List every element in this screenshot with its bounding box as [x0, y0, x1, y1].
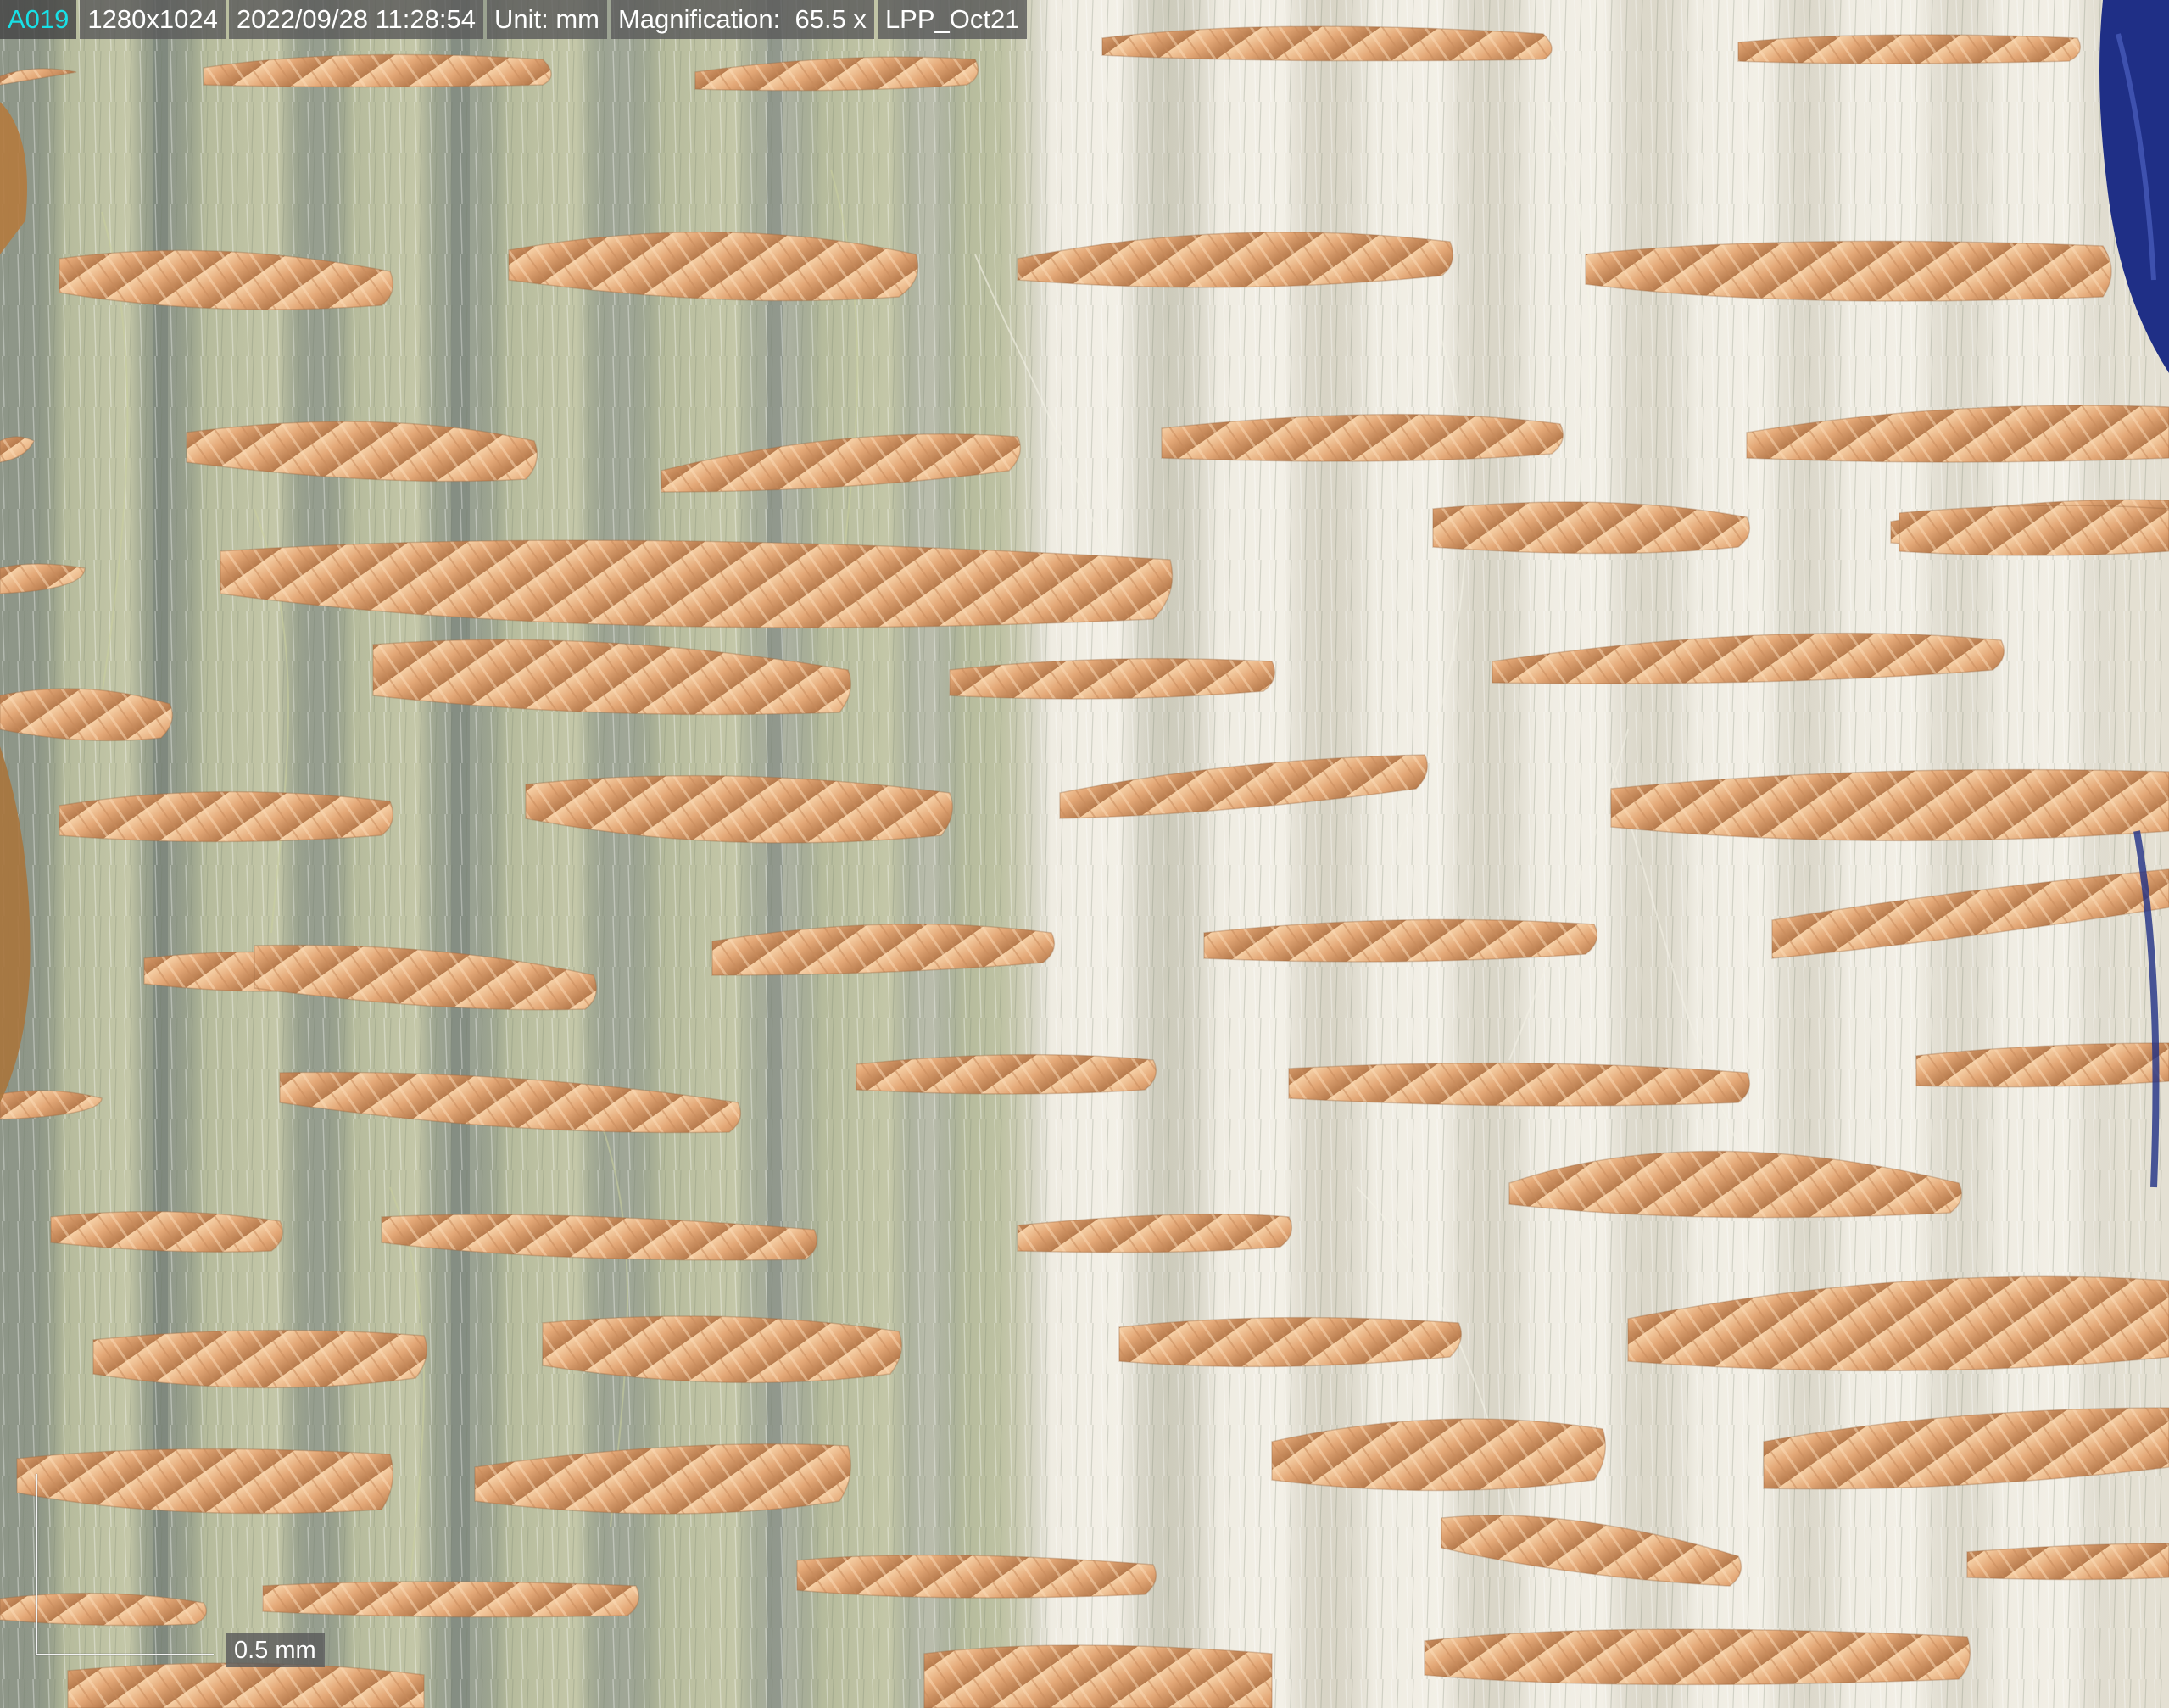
capture-info-bar	[0, 0, 1027, 39]
datetime-label: 2022/09/28 11:28:54	[229, 0, 483, 39]
project-label: LPP_Oct21	[878, 0, 1028, 39]
scale-bar-vertical-line	[36, 1474, 37, 1655]
magnification-label: Magnification: 65.5 x	[611, 0, 874, 39]
resolution-label: 1280x1024	[80, 0, 225, 39]
unit-label: Unit: mm	[487, 0, 607, 39]
image-id-label: A019	[0, 0, 76, 39]
scale-bar	[36, 1474, 341, 1664]
scale-bar-label: 0.5 mm	[226, 1633, 325, 1667]
scale-bar-horizontal-line	[36, 1654, 214, 1655]
